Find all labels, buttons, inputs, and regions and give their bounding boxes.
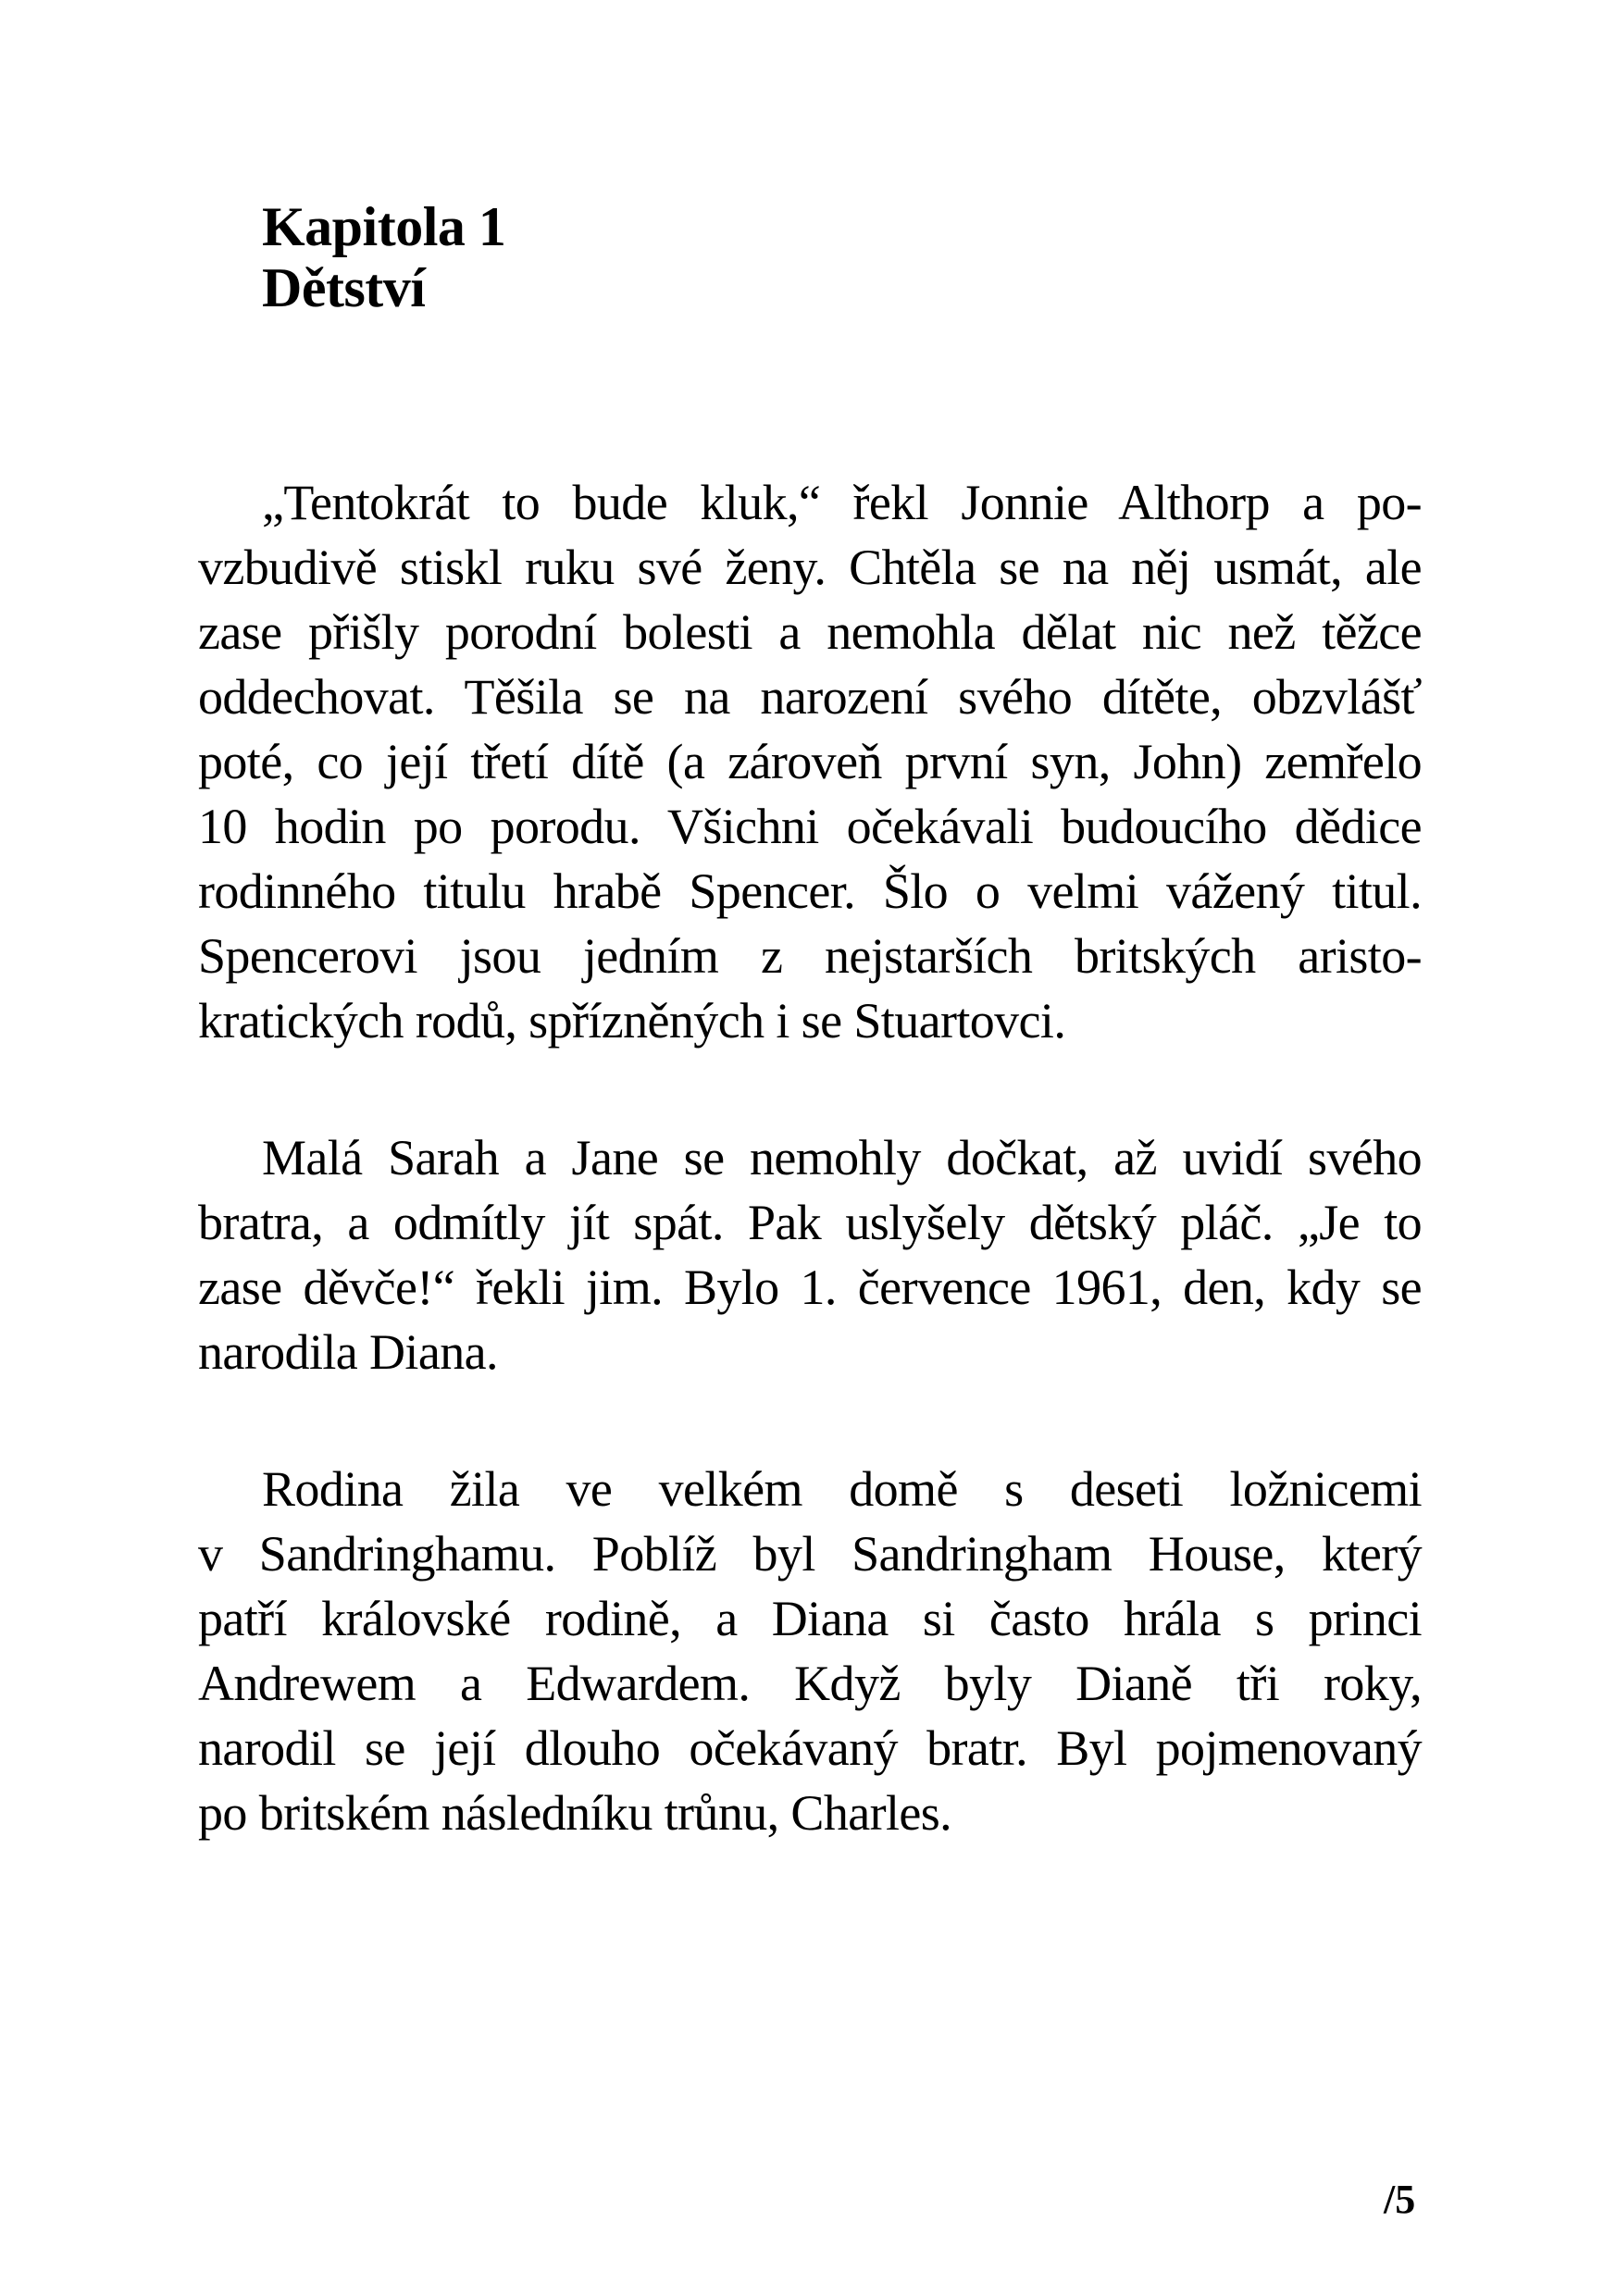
text-line: patří královské rodině, a Diana si často hrála s princi	[198, 1591, 1422, 1646]
text-line: zase přišly porodní bolesti a nemohla dělat nic než těžce	[198, 604, 1422, 660]
text-line: vzbudivě stiskl ruku své ženy. Chtěla se na něj usmát, ale	[198, 540, 1422, 595]
text-line: bratra, a odmítly jít spát. Pak uslyšely dětský pláč. „Je to	[198, 1195, 1422, 1250]
text-line: narodila Diana.	[198, 1324, 498, 1380]
page-number: /5	[1384, 2177, 1416, 2222]
text-line: po britském následníku trůnu, Charles.	[198, 1785, 952, 1841]
text-line: Spencerovi jsou jedním z nejstarších britských aristo-	[198, 928, 1422, 984]
text-line: Malá Sarah a Jane se nemohly dočkat, až uvidí svého	[262, 1130, 1422, 1185]
text-line: narodil se její dlouho očekávaný bratr. Byl pojmenovaný	[198, 1720, 1422, 1776]
chapter-number: Kapitola 1	[262, 196, 506, 257]
paragraph	[198, 1125, 1422, 1384]
text-line: Rodina žila ve velkém domě s deseti ložnicemi	[262, 1461, 1422, 1517]
text-line: Andrewem a Edwardem. Když byly Dianě tři roky,	[198, 1656, 1422, 1711]
paragraph	[198, 1457, 1422, 1845]
chapter-title: Dětství	[262, 257, 426, 318]
text-line: oddechovat. Těšila se na narození svého dítěte, obzvlášť	[198, 669, 1422, 725]
text-line: v Sandringhamu. Poblíž byl Sandringham House, který	[198, 1526, 1422, 1582]
text-line: rodinného titulu hrabě Spencer. Šlo o velmi vážený titul.	[198, 863, 1422, 919]
text-line: „Tentokrát to bude kluk,“ řekl Jonnie Althorp a po-	[262, 475, 1422, 530]
text-line: kratických rodů, spřízněných i se Stuartovci.	[198, 993, 1066, 1049]
chapter-body	[198, 470, 1422, 1845]
text-line: 10 hodin po porodu. Všichni očekávali budoucího dědice	[198, 799, 1422, 854]
paragraph	[198, 470, 1422, 1053]
text-line: poté, co její třetí dítě (a zároveň první syn, John) zemřelo	[198, 734, 1422, 789]
chapter-heading	[262, 196, 505, 318]
text-line: zase děvče!“ řekli jim. Bylo 1. července 1961, den, kdy se	[198, 1260, 1422, 1315]
